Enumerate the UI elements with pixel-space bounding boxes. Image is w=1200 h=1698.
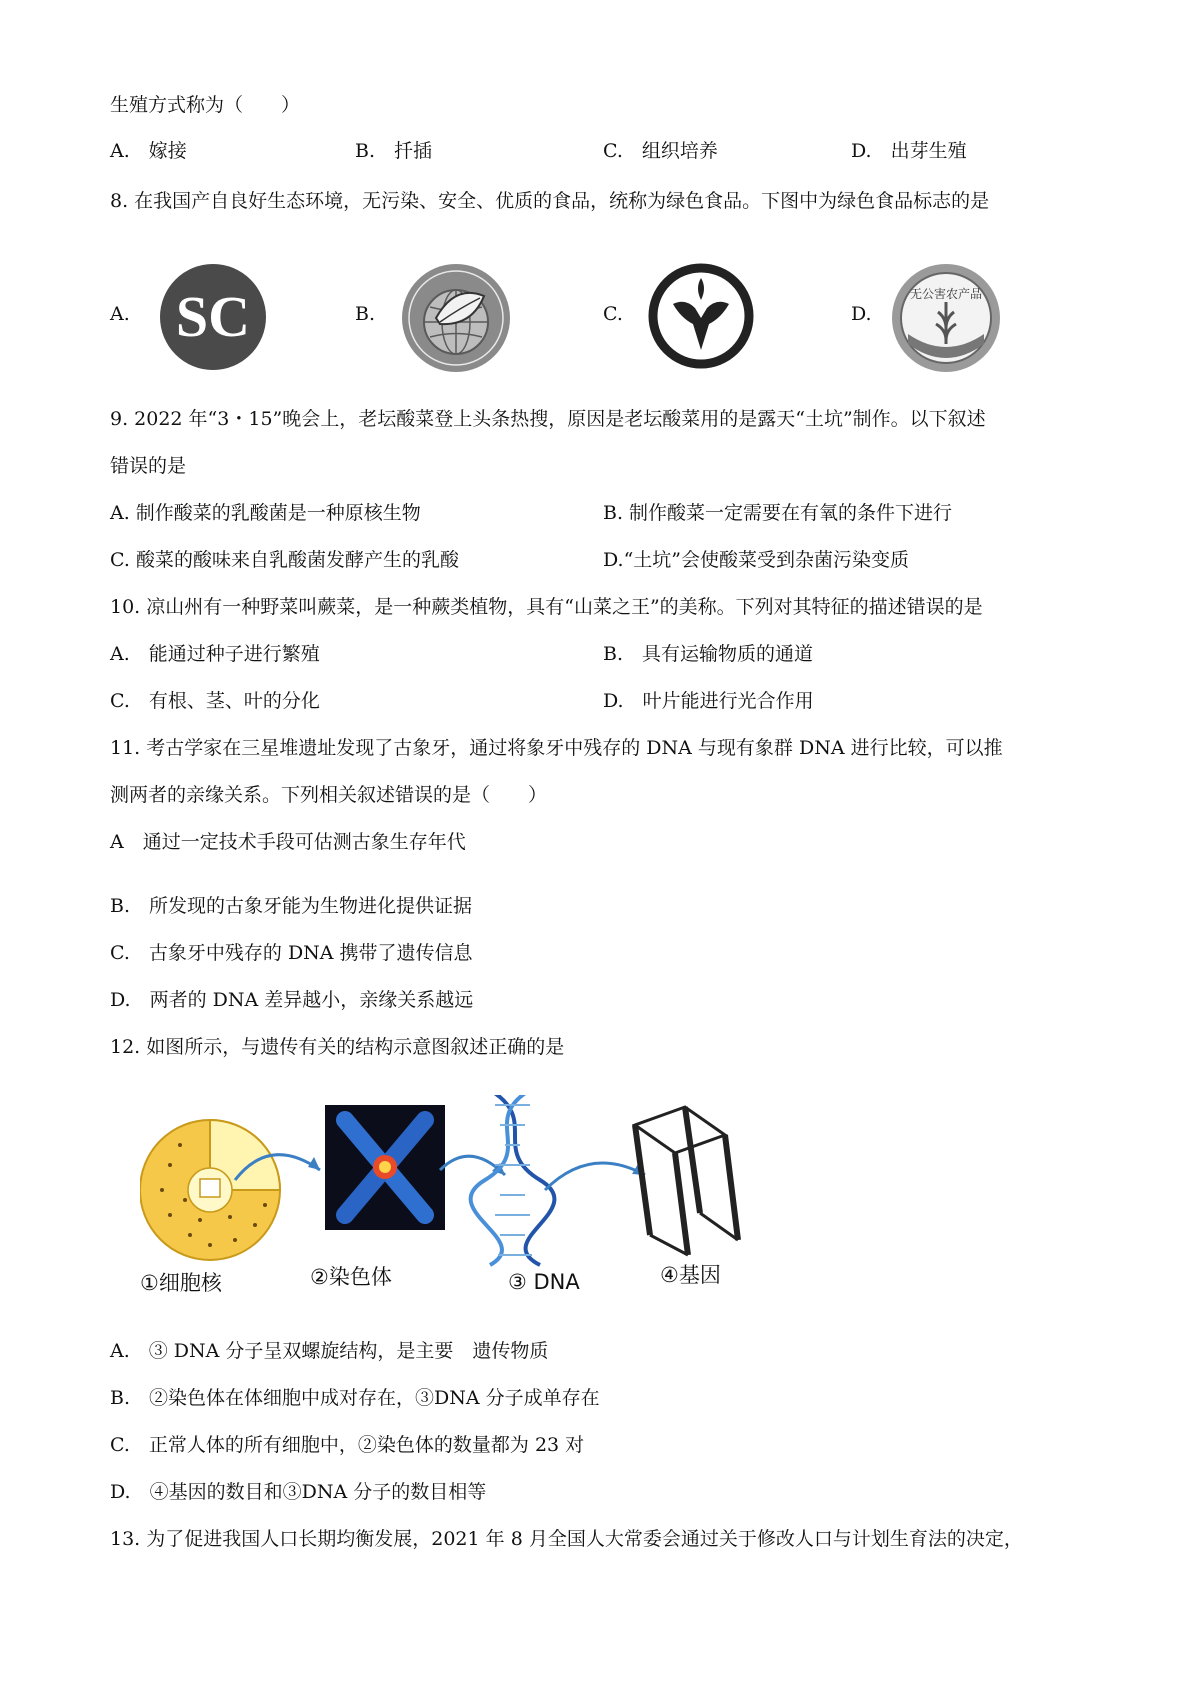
q11-option-d: D. 两者的 DNA 差异越小，亲缘关系越远: [110, 989, 474, 1011]
q10-option-b: B. 具有运输物质的通道: [603, 643, 814, 665]
q10-stem: 10. 凉山州有一种野菜叫蕨菜，是一种蕨类植物，具有“山菜之王”的美称。下列对其特征的描述错误的是: [110, 596, 983, 618]
q8-stem: 8. 在我国产自良好生态环境，无污染、安全、优质的食品，统称为绿色食品。下图中为绿色食品标志的是: [110, 190, 990, 212]
arrow-icon: [545, 1163, 645, 1190]
q9-option-c: C. 酸菜的酸味来自乳酸菌发酵产生的乳酸: [110, 549, 459, 571]
q12-option-a: A. ③ DNA 分子呈双螺旋结构，是主要 遗传物质: [110, 1340, 549, 1362]
pollution-free-product-icon: [890, 262, 1002, 374]
q7-option-a: A. 嫁接: [110, 140, 187, 162]
q7-option-d: D. 出芽生殖: [851, 140, 967, 162]
q10-option-d: D. 叶片能进行光合作用: [603, 690, 814, 712]
caption-nucleus: ①细胞核: [140, 1271, 222, 1295]
organic-leaf-globe-icon: [400, 262, 512, 374]
q11-stem-line2: 测两者的亲缘关系。下列相关叙述错误的是（ ）: [110, 784, 548, 806]
cell-nucleus-icon: [140, 1120, 280, 1260]
q7-option-c: C. 组织培养: [603, 140, 718, 162]
q11-stem-line1: 11. 考古学家在三星堆遗址发现了古象牙，通过将象牙中残存的 DNA 与现有象群 DNA 进行比较，可以推: [110, 737, 1003, 759]
q11-option-b: B. 所发现的古象牙能为生物进化提供证据: [110, 895, 473, 917]
q12-option-c: C. 正常人体的所有细胞中，②染色体的数量都为 23 对: [110, 1434, 585, 1456]
q8-option-a: A.: [110, 303, 130, 325]
green-food-logo-icon: [645, 260, 757, 372]
q12-option-d: D. ④基因的数目和③DNA 分子的数目相等: [110, 1481, 487, 1503]
q11-option-c: C. 古象牙中残存的 DNA 携带了遗传信息: [110, 942, 473, 964]
chromosome-icon: [325, 1105, 445, 1230]
q9-option-b: B. 制作酸菜一定需要在有氧的条件下进行: [603, 502, 953, 524]
dna-helix-icon: [471, 1095, 555, 1265]
q12-option-b: B. ②染色体在体细胞中成对存在，③DNA 分子成单存在: [110, 1387, 600, 1409]
q13-stem: 13. 为了促进我国人口长期均衡发展，2021 年 8 月全国人大常委会通过关于修改人口与计划生育法的决定，: [110, 1528, 1023, 1550]
sc-logo-text: SC: [175, 284, 251, 349]
q11-option-a: A 通过一定技术手段可估测古象生存年代: [110, 831, 466, 853]
pollution-free-product-text: 无公害农产品: [909, 287, 983, 301]
q8-option-b: B.: [355, 303, 376, 325]
q8-option-d: D.: [851, 303, 872, 325]
q7-tail-text: 生殖方式称为（ ）: [110, 94, 301, 116]
q10-option-c: C. 有根、茎、叶的分化: [110, 690, 320, 712]
caption-dna: ③ DNA: [508, 1270, 580, 1294]
q9-stem-line1: 9. 2022 年“3・15”晚会上，老坛酸菜登上头条热搜，原因是老坛酸菜用的是露天“土坑”制作。以下叙述: [110, 408, 986, 430]
q9-option-d: D.“土坑”会使酸菜受到杂菌污染变质: [603, 549, 910, 571]
q10-option-a: A. 能通过种子进行繁殖: [110, 643, 320, 665]
heredity-structure-diagram: [140, 1095, 800, 1305]
q9-stem-line2: 错误的是: [110, 455, 187, 477]
sc-logo-icon: [158, 262, 268, 372]
caption-gene: ④基因: [660, 1263, 721, 1287]
q9-option-a: A. 制作酸菜的乳酸菌是一种原核生物: [110, 502, 421, 524]
q12-stem: 12. 如图所示，与遗传有关的结构示意图叙述正确的是: [110, 1036, 565, 1058]
q8-option-c: C.: [603, 303, 623, 325]
q7-option-b: B. 扦插: [355, 140, 433, 162]
caption-chromosome: ②染色体: [310, 1265, 392, 1289]
gene-segment-icon: [635, 1107, 738, 1255]
